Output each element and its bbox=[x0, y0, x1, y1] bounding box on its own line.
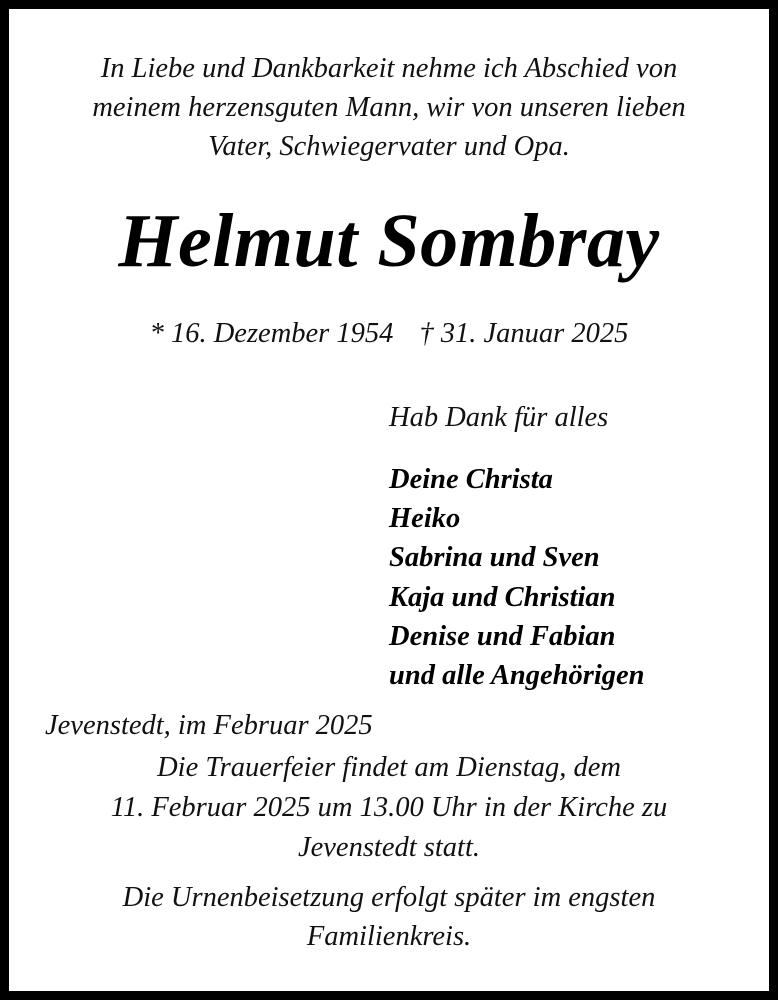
life-dates bbox=[9, 314, 769, 354]
signer: Denise und Fabian bbox=[389, 620, 616, 652]
intro-line: meinem herzensguten Mann, wir von unseren lieben bbox=[92, 92, 686, 123]
signers-list bbox=[389, 460, 645, 695]
signer: und alle Angehörigen bbox=[389, 660, 645, 692]
urn-line: Familienkreis. bbox=[306, 921, 472, 952]
birth-date: * 16. Dezember 1954 bbox=[149, 318, 394, 349]
signer: Heiko bbox=[389, 503, 461, 535]
thanks-line: Hab Dank für alles bbox=[389, 402, 609, 433]
urn-line: Die Urnenbeisetzung erfolgt später im engsten bbox=[122, 882, 656, 913]
signer: Kaja und Christian bbox=[389, 581, 616, 613]
ceremony-line: Jevenstedt statt. bbox=[297, 832, 481, 863]
death-date: † 31. Januar 2025 bbox=[419, 318, 629, 349]
intro-text bbox=[9, 49, 769, 166]
deceased-name: Helmut Sombray bbox=[118, 199, 660, 283]
signer: Deine Christa bbox=[389, 464, 553, 495]
ceremony-line: 11. Februar 2025 um 13.00 Uhr in der Kirche zu bbox=[110, 792, 668, 823]
place-date: Jevenstedt, im Februar 2025 bbox=[45, 710, 373, 741]
ceremony-line: Die Trauerfeier findet am Dienstag, dem bbox=[157, 752, 621, 783]
intro-line: In Liebe und Dankbarkeit nehme ich Abschied von bbox=[100, 53, 678, 84]
intro-line: Vater, Schwiegervater und Opa. bbox=[208, 131, 570, 162]
ceremony-info bbox=[9, 748, 769, 868]
signer: Sabrina und Sven bbox=[389, 542, 600, 574]
urn-burial-info bbox=[9, 878, 769, 956]
